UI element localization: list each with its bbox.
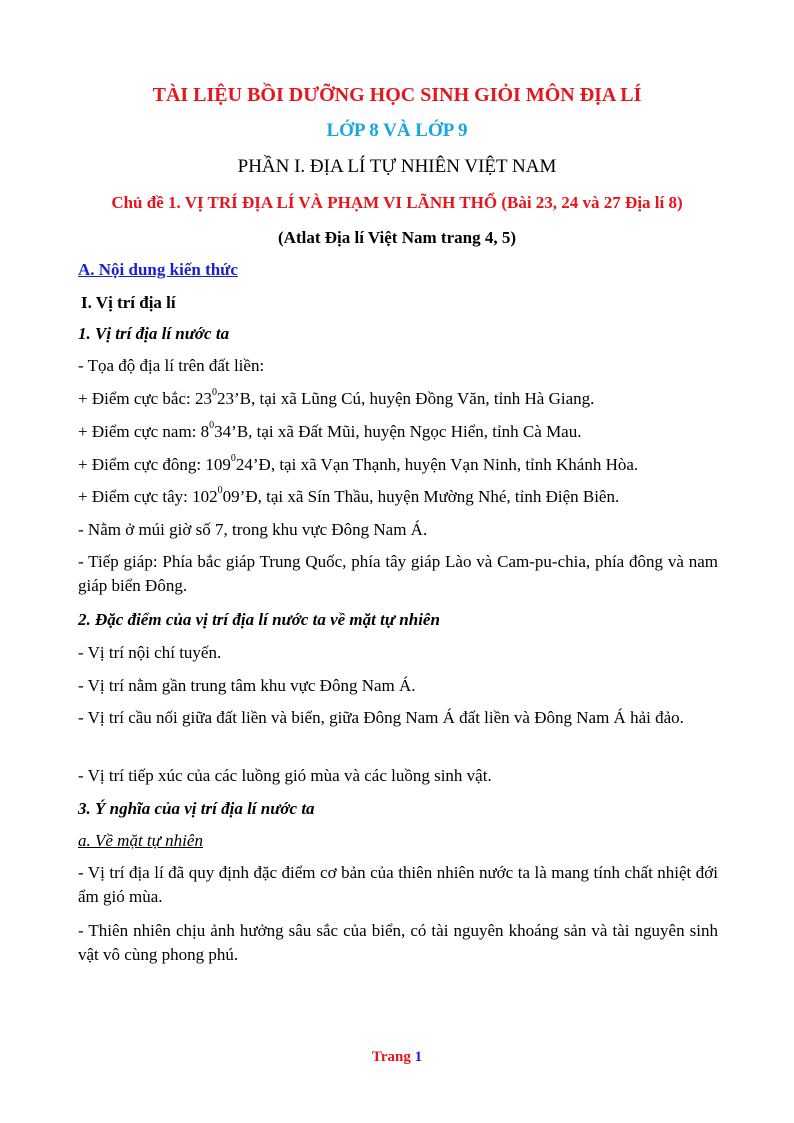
coords-intro: - Tọa độ địa lí trên đất liền: (78, 356, 265, 375)
topic-heading: Chủ đề 1. VỊ TRÍ ĐỊA LÍ VÀ PHẠM VI LÃNH THỔ (Bài 23, 24 và 27 Địa lí 8) (111, 193, 683, 212)
subsection-3-heading: 3. Ý nghĩa của vị trí địa lí nước ta (78, 799, 315, 818)
document-title: TÀI LIỆU BỒI DƯỠNG HỌC SINH GIỎI MÔN ĐỊA LÍ (152, 84, 642, 106)
section-a-heading: A. Nội dung kiến thức (78, 260, 238, 279)
grade-heading: LỚP 8 VÀ LỚP 9 (326, 120, 468, 141)
section-1-heading: I. Vị trí địa lí (81, 293, 176, 312)
subsection-1-heading: 1. Vị trí địa lí nước ta (78, 324, 230, 343)
subsection-3a-heading: a. Về mặt tự nhiên (78, 831, 203, 850)
borders-text: - Tiếp giáp: Phía bắc giáp Trung Quốc, phía tây giáp Lào và Cam-pu-chia, phía đông và nam giáp biển Đông. (78, 552, 718, 595)
north-point-prefix: + Điểm cực bắc: 23 (78, 389, 212, 408)
west-point-prefix: + Điểm cực tây: 102 (78, 487, 218, 506)
degree-sup: 0 (209, 420, 215, 432)
north-point-suffix: 23’B, tại xã Lũng Cú, huyện Đồng Văn, tỉnh Hà Giang. (216, 389, 595, 408)
atlas-reference: (Atlat Địa lí Việt Nam trang 4, 5) (278, 228, 516, 247)
meaning-item: - Vị trí địa lí đã quy định đặc điểm cơ bản của thiên nhiên nước ta là mang tính chất nhiệt đới ẩm gió mùa. (78, 863, 718, 906)
west-point (78, 487, 619, 507)
south-point-prefix: + Điểm cực nam: 8 (78, 422, 210, 441)
feature-item: - Vị trí tiếp xúc của các luồng gió mùa và các luồng sinh vật. (78, 766, 492, 785)
page-number: 1 (414, 1049, 423, 1065)
feature-item: - Vị trí nằm gần trung tâm khu vực Đông Nam Á. (78, 676, 416, 695)
timezone-text: - Nằm ở múi giờ số 7, trong khu vực Đông Nam Á. (78, 520, 428, 539)
degree-sup: 0 (230, 453, 236, 465)
east-point-suffix: 24’Đ, tại xã Vạn Thạnh, huyện Vạn Ninh, tỉnh Khánh Hòa. (235, 455, 639, 474)
south-point (78, 422, 581, 442)
west-point-suffix: 09’Đ, tại xã Sín Thầu, huyện Mường Nhé, tỉnh Điện Biên. (222, 487, 620, 506)
south-point-suffix: 34’B, tại xã Đất Mũi, huyện Ngọc Hiển, tỉnh Cà Mau. (214, 422, 582, 441)
page-label: Trang (371, 1049, 411, 1065)
east-point-prefix: + Điểm cực đông: 109 (78, 455, 231, 474)
east-point (78, 455, 638, 475)
degree-sup: 0 (211, 387, 217, 399)
north-point (78, 389, 594, 409)
page-footer (0, 1049, 794, 1066)
part-heading: PHẦN I. ĐỊA LÍ TỰ NHIÊN VIỆT NAM (237, 156, 557, 177)
meaning-item: - Thiên nhiên chịu ảnh hưởng sâu sắc của biển, có tài nguyên khoáng sản và tài nguyên sinh vật vô cùng phong phú. (78, 921, 718, 964)
feature-item: - Vị trí cầu nối giữa đất liền và biển, giữa Đông Nam Á đất liền và Đông Nam Á hải đảo. (78, 708, 684, 727)
feature-item: - Vị trí nội chí tuyến. (78, 643, 222, 662)
degree-sup: 0 (217, 485, 223, 497)
subsection-2-heading: 2. Đặc điểm của vị trí địa lí nước ta về mặt tự nhiên (78, 610, 440, 629)
